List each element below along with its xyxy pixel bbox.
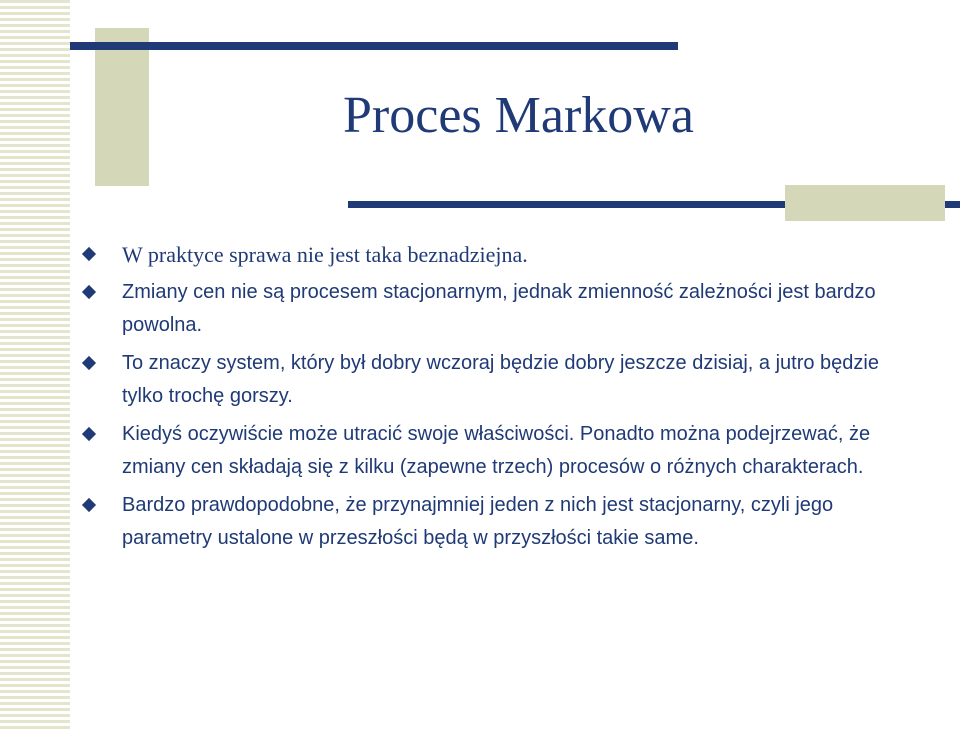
slide-title: Proces Markowa [343, 87, 694, 144]
decorative-block-left [95, 28, 149, 186]
bullet-text: Kiedyś oczywiście może utracić swoje właściwości. Ponadto można podejrzewać, że zmiany cen składają się z kilku (zapewne trzech) procesów o różnych charakterach. [122, 423, 871, 478]
bullet-item [84, 418, 914, 484]
diamond-bullet-icon [82, 247, 96, 261]
bullet-item [84, 347, 914, 413]
left-stripe-decoration [0, 0, 70, 730]
decorative-block-right [785, 185, 945, 221]
bullet-item [84, 489, 914, 555]
diamond-bullet-icon [82, 427, 96, 441]
bullet-text: To znaczy system, który był dobry wczoraj będzie dobry jeszcze dzisiaj, a jutro będzie tylko trochę gorszy. [122, 352, 879, 407]
diamond-bullet-icon [82, 285, 96, 299]
decorative-bar-top [70, 42, 678, 50]
bullet-item [84, 238, 914, 271]
bullet-text: Zmiany cen nie są procesem stacjonarnym, jednak zmienność zależności jest bardzo powolna. [122, 281, 876, 336]
diamond-bullet-icon [82, 356, 96, 370]
diamond-bullet-icon [82, 498, 96, 512]
bullet-item [84, 276, 914, 342]
bullet-text: Bardzo prawdopodobne, że przynajmniej jeden z nich jest stacjonarny, czyli jego parametry ustalone w przeszłości będą w przyszłości takie same. [122, 494, 834, 549]
bullet-text: W praktyce sprawa nie jest taka beznadziejna. [122, 242, 528, 267]
bullet-list [84, 238, 914, 560]
